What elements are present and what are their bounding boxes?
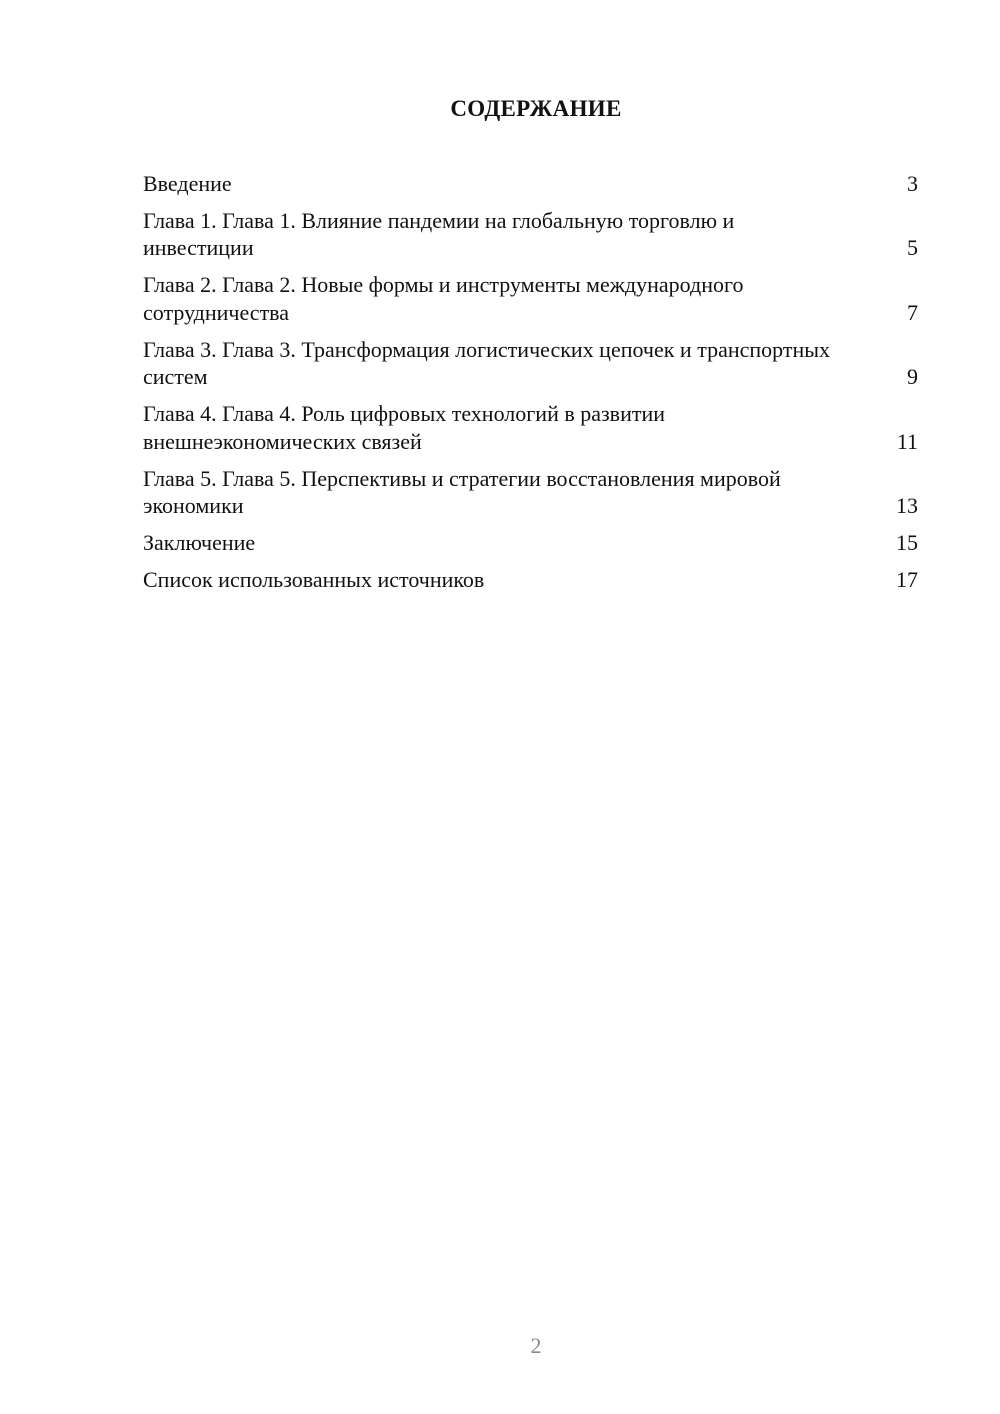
toc-item-label: Заключение xyxy=(143,530,256,555)
toc-item-label: Глава 2. Глава 2. Новые формы и инструменты международного сотрудничества xyxy=(143,272,744,325)
toc-item-chapter-5[interactable] xyxy=(143,465,918,520)
toc-item-label: Список использованных источников xyxy=(143,566,485,592)
toc-item-chapter-2[interactable] xyxy=(143,271,918,326)
toc-item-page: 15 xyxy=(896,530,918,555)
toc-item-chapter-4[interactable] xyxy=(143,400,918,455)
toc-item-references[interactable] xyxy=(143,566,918,594)
toc-item-page: 7 xyxy=(907,299,918,325)
toc-item-page: 11 xyxy=(896,428,918,454)
toc-item-label: Глава 5. Глава 5. Перспективы и стратегии восстановления мировой экономики xyxy=(143,465,781,518)
toc-item-page: 17 xyxy=(896,566,918,592)
page-number: 2 xyxy=(530,1333,542,1358)
toc-item-conclusion[interactable] xyxy=(143,529,918,557)
toc-item-label: Введение xyxy=(143,171,232,196)
toc-title: СОДЕРЖАНИЕ xyxy=(450,96,622,121)
toc-item-page: 5 xyxy=(907,235,918,260)
toc-item-page: 3 xyxy=(907,171,918,196)
toc-item-label: Глава 3. Глава 3. Трансформация логистических цепочек и транспортных систем xyxy=(143,336,831,389)
toc-item-page: 13 xyxy=(896,493,918,518)
toc-item-label: Глава 4. Глава 4. Роль цифровых технологий в развитии внешнеэкономических связей xyxy=(143,401,666,454)
toc-item-chapter-3[interactable] xyxy=(143,336,918,391)
toc-item-label: Глава 1. Глава 1. Влияние пандемии на глобальную торговлю и инвестиции xyxy=(143,207,735,260)
toc-item-chapter-1[interactable] xyxy=(143,207,918,262)
toc-list xyxy=(143,170,918,602)
toc-item-page: 9 xyxy=(907,364,918,389)
toc-item-introduction[interactable] xyxy=(143,170,918,198)
